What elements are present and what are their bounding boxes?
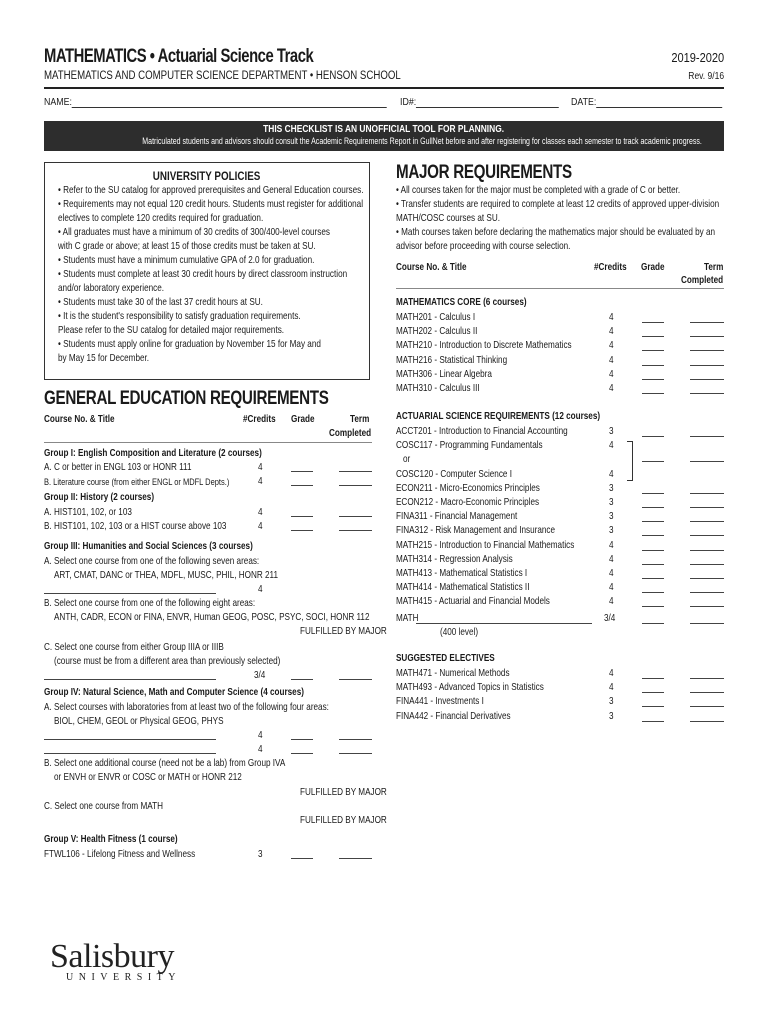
credits-value: 4 xyxy=(609,539,614,551)
credits-value: 4 xyxy=(609,354,614,366)
course-line: MATH215 - Introduction to Financial Mathematics xyxy=(396,539,575,551)
major-notes xyxy=(396,184,770,254)
term-blank[interactable] xyxy=(339,485,372,486)
course-line: BIOL, CHEM, GEOL or Physical GEOG, PHYS xyxy=(54,716,224,727)
group-heading: Group III: Humanities and Social Sciences (3 courses) xyxy=(44,541,253,552)
term-blank[interactable] xyxy=(690,592,724,593)
term-blank[interactable] xyxy=(339,530,372,531)
grade-blank[interactable] xyxy=(642,564,664,565)
math-elective-level: (400 level) xyxy=(440,627,479,638)
term-blank[interactable] xyxy=(339,739,372,740)
grade-blank[interactable] xyxy=(642,706,664,707)
course-line: MATH306 - Linear Algebra xyxy=(396,368,492,380)
term-blank[interactable] xyxy=(339,516,372,517)
math-elective-blank[interactable] xyxy=(416,623,592,624)
course-line: C. Select one course from either Group IIIA or IIIB xyxy=(44,642,224,653)
group-heading: Group II: History (2 courses) xyxy=(44,492,155,503)
course-line: A. C or better in ENGL 103 or HONR 111 xyxy=(44,462,192,473)
credits-value: 4 xyxy=(258,507,263,518)
course-line: B. Select one course from one of the following eight areas: xyxy=(44,598,256,609)
term-blank[interactable] xyxy=(339,471,372,472)
credits-value: 4 xyxy=(609,682,614,694)
term-blank[interactable] xyxy=(690,393,724,394)
course-line: FINA442 - Financial Derivatives xyxy=(396,710,511,722)
credits-value: 3 xyxy=(609,511,614,523)
course-line: COSC120 - Computer Science I xyxy=(396,468,512,480)
term-blank[interactable] xyxy=(690,564,724,565)
major-note-line: advisor before proceeding with course selection. xyxy=(396,241,571,252)
credits-value: 3 xyxy=(609,497,614,508)
gened-col-credits: #Credits xyxy=(243,414,276,425)
term-blank[interactable] xyxy=(690,606,724,607)
grade-blank[interactable] xyxy=(291,485,313,486)
grade-blank[interactable] xyxy=(642,550,664,551)
credits-value: 3 xyxy=(609,696,614,708)
credits-value: 4 xyxy=(258,730,263,741)
grade-blank[interactable] xyxy=(291,739,313,740)
term-blank[interactable] xyxy=(339,679,372,680)
credits-value: 4 xyxy=(609,596,614,608)
credits-value: 4 xyxy=(258,476,263,487)
math-elective-grade[interactable] xyxy=(642,623,664,624)
grade-blank[interactable] xyxy=(291,753,313,754)
course-line: B. Literature course (from either ENGL or MDFL Depts.) xyxy=(44,476,230,487)
course-line: COSC117 - Programming Fundamentals xyxy=(396,440,543,452)
policy-line: electives to complete 120 credits required for graduation. xyxy=(58,213,264,224)
major-col-grade: Grade xyxy=(641,262,665,273)
policy-line: • Students must apply online for graduation by November 15 for May and xyxy=(58,339,321,350)
grade-blank[interactable] xyxy=(642,678,664,679)
term-blank[interactable] xyxy=(690,336,724,337)
course-line: FINA311 - Financial Management xyxy=(396,511,518,523)
or-label: or xyxy=(403,454,411,466)
grade-blank[interactable] xyxy=(291,471,313,472)
planning-banner xyxy=(44,121,724,151)
course-line: MATH310 - Calculus III xyxy=(396,383,480,394)
course-line: A. HIST101, 102, or 103 xyxy=(44,507,132,518)
id-field[interactable] xyxy=(400,96,559,108)
credits-value: 4 xyxy=(609,440,614,452)
course-line: MATH414 - Mathematical Statistics II xyxy=(396,582,530,594)
grade-blank[interactable] xyxy=(642,521,664,522)
major-note-line: • Math courses taken before declaring the mathematics major should be evaluated by an xyxy=(396,227,716,238)
grade-blank[interactable] xyxy=(642,592,664,593)
logo-wordmark: Salisbury xyxy=(50,938,174,975)
id-label: ID#: xyxy=(400,96,417,108)
course-blank[interactable] xyxy=(44,753,216,754)
course-blank[interactable] xyxy=(44,739,216,740)
course-line: (course must be from a different area than previously selected) xyxy=(54,656,281,667)
credits-value: 3 xyxy=(609,426,614,437)
policy-line: • Students must complete at least 30 credit hours by direct classroom instruction xyxy=(58,269,348,280)
credits-value: 4 xyxy=(609,326,614,338)
term-blank[interactable] xyxy=(690,535,724,536)
course-line: A. Select courses with laboratories from at least two of the following four areas: xyxy=(44,702,329,713)
major-heading: MAJOR REQUIREMENTS xyxy=(396,162,572,183)
policy-line: • All graduates must have a minimum of 30 credits of 300/400-level courses xyxy=(58,227,330,238)
term-blank[interactable] xyxy=(339,858,372,859)
gened-col-completed: Completed xyxy=(329,428,372,439)
credits-value: 4 xyxy=(609,568,614,579)
course-line: MATH201 - Calculus I xyxy=(396,312,476,323)
gened-col-course: Course No. & Title xyxy=(44,414,115,425)
credits-value: 3/4 xyxy=(254,670,266,681)
gened-col-grade: Grade xyxy=(291,414,315,425)
policy-line: with C grade or above; at least 15 of those credits must be taken at SU. xyxy=(58,241,316,252)
term-blank[interactable] xyxy=(690,721,724,722)
term-blank[interactable] xyxy=(690,365,724,366)
grade-blank[interactable] xyxy=(642,379,664,380)
grade-blank[interactable] xyxy=(642,365,664,366)
term-blank[interactable] xyxy=(690,436,724,437)
math-elective-credits: 3/4 xyxy=(604,613,616,624)
policy-line: Please refer to the SU catalog for detailed major requirements. xyxy=(58,325,285,336)
grade-blank[interactable] xyxy=(642,436,664,437)
major-col-course: Course No. & Title xyxy=(396,262,467,273)
grade-blank[interactable] xyxy=(642,350,664,351)
credits-value: 4 xyxy=(258,584,263,595)
electives-heading: SUGGESTED ELECTIVES xyxy=(396,653,495,664)
term-blank[interactable] xyxy=(690,692,724,693)
grade-blank[interactable] xyxy=(642,507,664,508)
course-line: MATH216 - Statistical Thinking xyxy=(396,354,508,366)
policy-line: • It is the student's responsibility to satisfy graduation requirements. xyxy=(58,311,301,322)
grade-blank[interactable] xyxy=(642,336,664,337)
credits-value: 3 xyxy=(609,482,614,494)
catalog-year: 2019-2020 xyxy=(671,50,724,65)
policy-line: • Refer to the SU catalog for approved prerequisites and General Education courses. xyxy=(58,185,364,196)
grade-blank[interactable] xyxy=(642,493,664,494)
course-blank[interactable] xyxy=(44,679,216,680)
fulfilled-by-major: FULFILLED BY MAJOR xyxy=(300,815,387,826)
grade-blank[interactable] xyxy=(642,721,664,722)
math-elective-label: MATH xyxy=(396,613,419,624)
gened-heading: GENERAL EDUCATION REQUIREMENTS xyxy=(44,388,329,409)
credits-value: 4 xyxy=(609,312,614,323)
course-blank[interactable] xyxy=(44,593,216,594)
course-line: or ENVH or ENVR or COSC or MATH or HONR 212 xyxy=(54,772,242,783)
header-divider xyxy=(44,87,724,89)
policy-line: • Students must have a minimum cumulative GPA of 2.0 for graduation. xyxy=(58,255,315,266)
group-heading: Group IV: Natural Science, Math and Computer Science (4 courses) xyxy=(44,687,304,698)
course-line: FINA441 - Investments I xyxy=(396,696,484,708)
course-line: B. HIST101, 102, 103 or a HIST course above 103 xyxy=(44,521,227,532)
banner-headline: THIS CHECKLIST IS AN UNOFFICIAL TOOL FOR PLANNING. xyxy=(263,123,505,135)
grade-blank[interactable] xyxy=(291,516,313,517)
credits-value: 4 xyxy=(609,368,614,380)
course-line: B. Select one additional course (need not be a lab) from Group IVA xyxy=(44,758,286,769)
date-field[interactable] xyxy=(571,96,722,108)
major-note-line: • Transfer students are required to complete at least 12 credits of approved upper-division xyxy=(396,199,720,210)
credits-value: 4 xyxy=(258,462,263,473)
actuarial-heading: ACTUARIAL SCIENCE REQUIREMENTS (12 courses) xyxy=(396,411,601,422)
grade-blank[interactable] xyxy=(291,530,313,531)
page-title: MATHEMATICS • Actuarial Science Track xyxy=(44,46,314,67)
revision-label: Rev. 9/16 xyxy=(688,71,724,82)
major-header-rule xyxy=(396,288,724,289)
fulfilled-by-major: FULFILLED BY MAJOR xyxy=(300,626,387,637)
course-line: ANTH, CADR, ECON or FINA, ENVR, Human GEOG, POSC, PSYC, SOCI, HONR 112 xyxy=(54,612,370,623)
group-heading: Group I: English Composition and Literature (2 courses) xyxy=(44,448,262,459)
credits-value: 3 xyxy=(609,525,614,537)
grade-blank[interactable] xyxy=(642,535,664,536)
gened-col-term: Term xyxy=(350,414,370,425)
term-blank[interactable] xyxy=(690,379,724,380)
group-heading: Group V: Health Fitness (1 course) xyxy=(44,834,178,845)
grade-blank[interactable] xyxy=(291,858,313,859)
credits-value: 4 xyxy=(609,668,614,679)
credits-value: 4 xyxy=(609,383,614,394)
grade-blank[interactable] xyxy=(642,578,664,579)
term-blank[interactable] xyxy=(690,507,724,508)
major-col-credits: #Credits xyxy=(594,262,627,273)
policies-heading: UNIVERSITY POLICIES xyxy=(153,169,261,183)
major-col-completed: Completed xyxy=(681,275,724,286)
department-subtitle: MATHEMATICS AND COMPUTER SCIENCE DEPARTMENT • HENSON SCHOOL xyxy=(44,70,401,82)
math-elective-term[interactable] xyxy=(690,623,724,624)
policy-line: • Students must take 30 of the last 37 credit hours at SU. xyxy=(58,297,263,308)
course-line: ECON212 - Macro-Economic Principles xyxy=(396,497,540,508)
course-line: FTWL106 - Lifelong Fitness and Wellness xyxy=(44,849,196,860)
credits-value: 3 xyxy=(609,710,614,722)
grade-blank[interactable] xyxy=(642,393,664,394)
core-heading: MATHEMATICS CORE (6 courses) xyxy=(396,297,527,308)
term-blank[interactable] xyxy=(690,322,724,323)
course-line: MATH415 - Actuarial and Financial Models xyxy=(396,596,550,608)
credits-value: 4 xyxy=(609,468,614,480)
gened-header-rule xyxy=(44,442,372,443)
credits-value: 4 xyxy=(258,521,263,532)
course-line: MATH210 - Introduction to Discrete Mathematics xyxy=(396,340,572,352)
fulfilled-by-major: FULFILLED BY MAJOR xyxy=(300,787,387,798)
banner-note: Matriculated students and advisors should consult the Academic Requirements Report in GullNet before and after registering for classes each semester to track academic progress. xyxy=(142,136,702,147)
term-blank[interactable] xyxy=(690,578,724,579)
term-blank[interactable] xyxy=(690,521,724,522)
or-bracket xyxy=(627,441,633,481)
policy-line: and/or laboratory experience. xyxy=(58,283,165,294)
credits-value: 4 xyxy=(609,340,614,352)
grade-blank[interactable] xyxy=(642,692,664,693)
term-blank[interactable] xyxy=(690,493,724,494)
grade-blank[interactable] xyxy=(291,679,313,680)
credits-value: 4 xyxy=(609,553,614,565)
term-blank[interactable] xyxy=(690,350,724,351)
logo-subtitle: UNIVERSITY xyxy=(66,972,181,983)
term-blank[interactable] xyxy=(690,461,724,462)
credits-value: 4 xyxy=(609,582,614,594)
course-line: A. Select one course from one of the following seven areas: xyxy=(44,556,260,567)
major-note-line: MATH/COSC courses at SU. xyxy=(396,213,501,224)
course-line: C. Select one course from MATH xyxy=(44,801,163,812)
term-blank[interactable] xyxy=(690,550,724,551)
name-label: NAME: xyxy=(44,96,72,108)
policy-line: by May 15 for December. xyxy=(58,353,150,364)
course-line: FINA312 - Risk Management and Insurance xyxy=(396,525,556,537)
grade-blank[interactable] xyxy=(642,322,664,323)
course-line: MATH471 - Numerical Methods xyxy=(396,668,510,679)
date-label: DATE: xyxy=(571,96,597,108)
course-line: ECON211 - Micro-Economics Principles xyxy=(396,482,540,494)
credits-value: 4 xyxy=(258,744,263,755)
policies-list xyxy=(58,184,440,366)
term-blank[interactable] xyxy=(690,678,724,679)
university-logo xyxy=(50,938,181,983)
term-blank[interactable] xyxy=(339,753,372,754)
course-line: ART, CMAT, DANC or THEA, MDFL, MUSC, PHIL, HONR 211 xyxy=(54,570,279,581)
term-blank[interactable] xyxy=(690,706,724,707)
course-line: MATH413 - Mathematical Statistics I xyxy=(396,568,528,579)
major-col-term: Term xyxy=(704,262,724,273)
policy-line: • Requirements may not equal 120 credit hours. Students must register for additional xyxy=(58,199,364,210)
grade-blank[interactable] xyxy=(642,461,664,462)
course-line: MATH314 - Regression Analysis xyxy=(396,553,513,565)
course-line: MATH493 - Advanced Topics in Statistics xyxy=(396,682,544,694)
credits-value: 3 xyxy=(258,849,263,860)
course-line: ACCT201 - Introduction to Financial Accounting xyxy=(396,426,568,437)
major-note-line: • All courses taken for the major must be completed with a grade of C or better. xyxy=(396,185,681,196)
course-line: MATH202 - Calculus II xyxy=(396,326,478,338)
grade-blank[interactable] xyxy=(642,606,664,607)
name-field[interactable] xyxy=(44,96,387,108)
